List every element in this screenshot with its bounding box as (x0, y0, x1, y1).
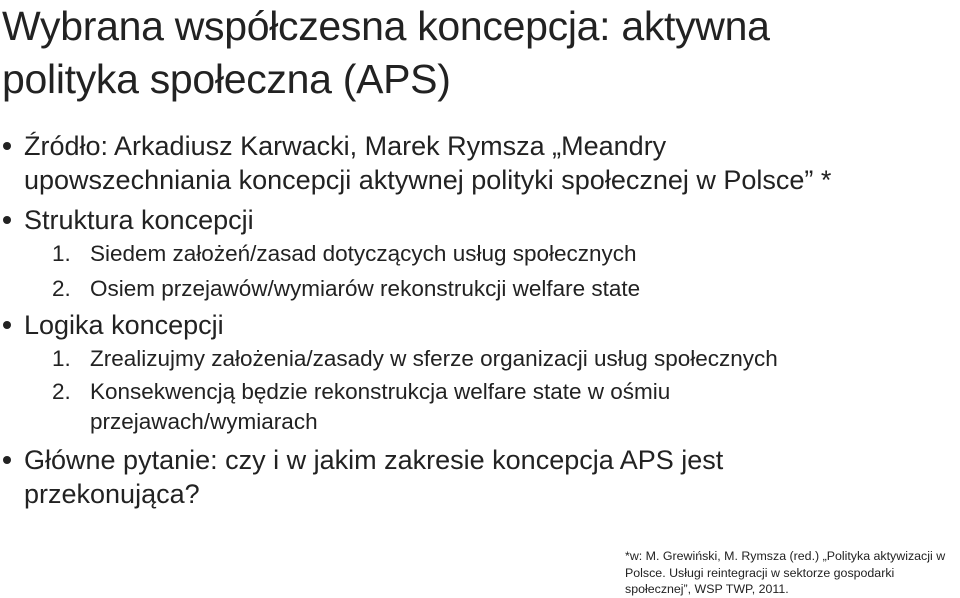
bullet-question (0, 443, 960, 511)
logic-item-1-number: 1. (52, 346, 71, 371)
logic-item-1-text: Zrealizujmy założenia/zasady w sferze organizacji usług społecznych (90, 346, 778, 371)
bullet-structure-label: Struktura koncepcji (24, 205, 254, 235)
logic-item-2-text-line-2: przejawach/wymiarach (90, 409, 318, 434)
bullet-source-line-2: upowszechniania koncepcji aktywnej polityki społecznej w Polsce” * (24, 165, 832, 195)
bullet-dot-icon (3, 142, 11, 150)
bullet-source-line-1: Źródło: Arkadiusz Karwacki, Marek Rymsza „Meandry (24, 131, 667, 161)
structure-item-2-number: 2. (52, 276, 71, 301)
bullet-structure (0, 203, 960, 237)
footnote-line-2: Polsce. Usługi reintegracji w sektorze gospodarki (625, 565, 895, 580)
bullet-dot-icon (3, 216, 11, 224)
logic-item-2 (0, 377, 960, 437)
logic-item-2-number: 2. (52, 379, 71, 404)
bullet-logic (0, 308, 960, 342)
logic-item-2-text-line-1: Konsekwencją będzie rekonstrukcja welfare state w ośmiu (90, 379, 671, 404)
structure-item-1 (0, 239, 960, 269)
slide-title-line-2: polityka społeczna (APS) (2, 56, 451, 102)
bullet-dot-icon (3, 456, 11, 464)
bullet-logic-label: Logika koncepcji (24, 310, 224, 340)
structure-item-1-number: 1. (52, 241, 71, 266)
bullet-question-line-1: Główne pytanie: czy i w jakim zakresie koncepcja APS jest (24, 445, 724, 475)
footnote-line-1: *w: M. Grewiński, M. Rymsza (red.) „Polityka aktywizacji w (625, 549, 946, 563)
bullet-question-line-2: przekonująca? (24, 479, 200, 509)
structure-item-2 (0, 274, 960, 304)
slide-title-line-1: Wybrana współczesna koncepcja: aktywna (2, 3, 770, 49)
structure-item-2-text: Osiem przejawów/wymiarów rekonstrukcji welfare state (90, 276, 641, 301)
slide-title (2, 0, 957, 106)
bullet-source (0, 129, 960, 197)
slide-content (0, 129, 960, 511)
footnote (625, 548, 960, 598)
footnote-line-3: społecznej”, WSP TWP, 2011. (625, 582, 789, 596)
structure-item-1-text: Siedem założeń/zasad dotyczących usług społecznych (90, 241, 637, 266)
bullet-dot-icon (3, 321, 11, 329)
logic-item-1 (0, 344, 960, 374)
